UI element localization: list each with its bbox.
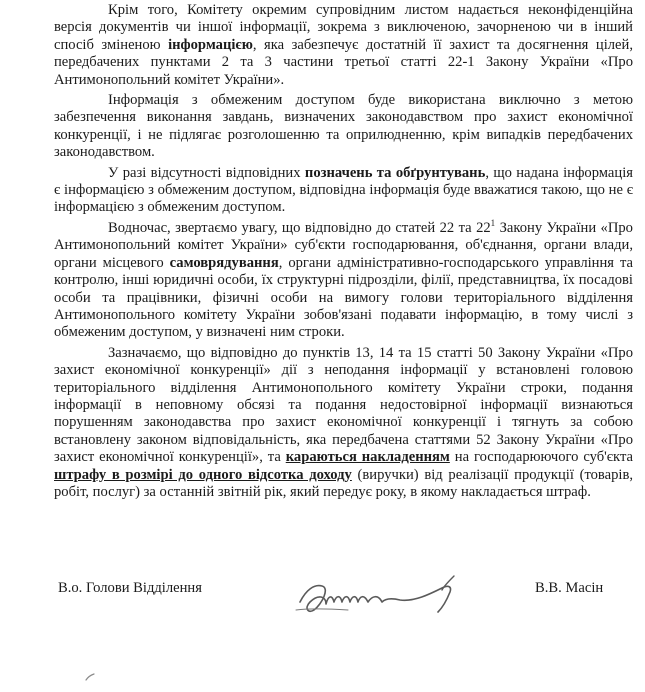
emphasized-text: караються накладенням [285,449,450,466]
paragraph-text: , яка забезпечує достатній її захист та досягнення цілей, передбачених пунктами 2 та 3 частини третьої статті 22-1 Закону України «Про Антимонопольний комітет України». [54,36,633,88]
body-paragraph [54,2,633,89]
paragraph-text: Інформація з обмеженим доступом буде використана виключно з метою забезпечення виконання завдань, визначених законодавством про захист економічної конкуренції, і не підлягає розголошенню та оприлюдненню, крім випадків передбачених законодавством. [54,92,633,161]
signatory-name: В.В. Масін [535,580,604,596]
body-paragraph [54,165,633,217]
body-paragraph [54,92,633,162]
emphasized-text: позначень та обґрунтувань [304,164,486,181]
signatory-title: В.о. Голови Відділення [58,580,202,596]
handwritten-signature [292,572,492,622]
emphasized-text: штрафу в розмірі до одного відсотка доходу [54,466,352,483]
paragraph-text: , органи адміністративно-господарського управління та контролю, інші юридичні особи, їх структурні підрозділи, філії, представництва, їх посадові особи та працівники, фізичні особи на вимогу голови територіального відділення Антимонопольного комітету України зобов'язані подавати інформацію, в тому числі з обмеженим доступом, у визначені ним строки. [54,254,633,341]
paragraph-text: на господарюючого суб'єкта [449,449,633,466]
body-paragraph [54,217,633,342]
paragraph-text: Крім того, Комітету окремим супровідним листом надається неконфіденційна версія документів чи іншої інформації, зокрема з виключеною, зачорненою чи в інший спосіб зміненою [54,2,633,53]
emphasized-text: інформацією [168,36,253,53]
emphasized-text: самоврядування [169,254,279,271]
signature-row [0,572,645,622]
paragraph-text: Зазначаємо, що відповідно до пунктів 13, 14 та 15 статті 50 Закону України «Про захист економічної конкуренції» дії з неподання інформації у встановлені головою територіального відділення Антимонопольного комітету України строки, подання інформації в неповному обсязі та подання недостовірної інформації визнаються порушенням законодавства про захист економічної конкуренції і тягнуть за собою встановлену законом відповідальність, яка передбачена статтями 52 Закону України «Про захист економічної конкуренції», та [54,344,633,466]
paragraph-text: (виручки) від реалізації продукції (товарів, робіт, послуг) за останній звітній рік, який передує року, в якому накладається штраф. [54,466,633,500]
paragraph-text: Водночас, звертаємо увагу, що відповідно до статей 22 та 22 [108,219,491,236]
paragraph-text: Закону України «Про Антимонопольний комітет України» суб'єкти господарювання, об'єднання, органи влади, органи місцевого [54,219,633,271]
pen-mark [84,672,96,682]
body-paragraph [54,345,633,502]
superscript: 1 [490,217,496,228]
paragraph-text: , що надана інформація є інформацією з обмеженим доступом, відповідна інформація буде вважатися такою, що не є інформацією з обмеженим доступом. [54,164,633,216]
letter-body [54,2,633,501]
paragraph-text: У разі відсутності відповідних [108,164,305,181]
